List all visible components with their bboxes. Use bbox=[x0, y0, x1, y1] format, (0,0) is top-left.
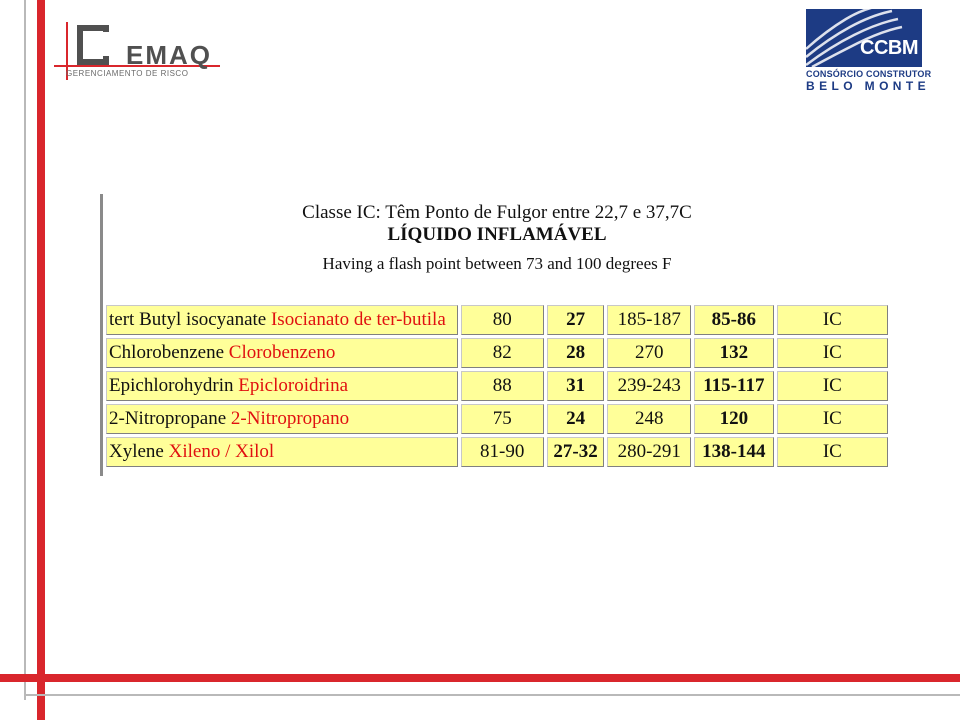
chemical-name-cell bbox=[106, 404, 458, 434]
chemical-name-cell bbox=[106, 437, 458, 467]
table-row bbox=[106, 404, 888, 434]
value-cell: 248 bbox=[607, 404, 691, 434]
class-cell: IC bbox=[777, 338, 888, 368]
flash-point-subtitle: Having a flash point between 73 and 100 degrees F bbox=[322, 254, 672, 273]
name-pt: Isocianato de ter-butila bbox=[270, 309, 446, 330]
class-cell: IC bbox=[777, 404, 888, 434]
name-pt: Epicloroidrina bbox=[238, 375, 349, 396]
table-row bbox=[106, 305, 888, 335]
name-en: 2-Nitropropane bbox=[109, 408, 227, 429]
cemaq-logo-tagline: GERENCIAMENTO DE RISCO bbox=[66, 69, 189, 78]
table-header bbox=[106, 194, 888, 298]
value-cell: 81-90 bbox=[461, 437, 544, 467]
value-cell: 31 bbox=[547, 371, 605, 401]
value-cell: 27 bbox=[547, 305, 605, 335]
cemaq-logo-word: EMAQ bbox=[126, 40, 212, 70]
table-row bbox=[106, 371, 888, 401]
value-cell: 82 bbox=[461, 338, 544, 368]
value-cell: 85-86 bbox=[694, 305, 774, 335]
value-cell: 80 bbox=[461, 305, 544, 335]
name-pt: Clorobenzeno bbox=[228, 342, 336, 363]
class-title: Classe IC: Têm Ponto de Fulgor entre 22,7 e 37,7C bbox=[302, 202, 692, 223]
name-pt: 2-Nitropropano bbox=[230, 408, 350, 429]
name-pt: Xileno / Xilol bbox=[168, 441, 275, 462]
value-cell: 280-291 bbox=[607, 437, 691, 467]
ccbm-logo-line2: BELO MONTE bbox=[806, 79, 930, 93]
name-en: tert Butyl isocyanate bbox=[109, 309, 267, 330]
red-vertical-rule bbox=[37, 0, 45, 720]
flammable-liquids-table-image bbox=[100, 194, 891, 476]
name-en: Chlorobenzene bbox=[109, 342, 225, 363]
category-title: LÍQUIDO INFLAMÁVEL bbox=[387, 224, 607, 245]
value-cell: 75 bbox=[461, 404, 544, 434]
value-cell: 138-144 bbox=[694, 437, 774, 467]
cemaq-c-letter-icon bbox=[66, 18, 116, 74]
value-cell: 115-117 bbox=[694, 371, 774, 401]
gray-horizontal-rule bbox=[24, 694, 960, 696]
name-en: Xylene bbox=[109, 441, 164, 462]
value-cell: 27-32 bbox=[547, 437, 605, 467]
chemicals-table bbox=[103, 302, 891, 470]
ccbm-logo-word: CCBM bbox=[860, 37, 918, 59]
cemaq-logo bbox=[54, 18, 224, 80]
table-row bbox=[106, 338, 888, 368]
chemical-name-cell bbox=[106, 371, 458, 401]
value-cell: 120 bbox=[694, 404, 774, 434]
ccbm-logo-block bbox=[806, 9, 922, 67]
class-cell: IC bbox=[777, 437, 888, 467]
name-en: Epichlorohydrin bbox=[109, 375, 234, 396]
value-cell: 270 bbox=[607, 338, 691, 368]
value-cell: 132 bbox=[694, 338, 774, 368]
value-cell: 24 bbox=[547, 404, 605, 434]
class-cell: IC bbox=[777, 305, 888, 335]
ccbm-logo-line1: CONSÓRCIO CONSTRUTOR bbox=[806, 69, 932, 79]
value-cell: 185-187 bbox=[607, 305, 691, 335]
chemical-name-cell bbox=[106, 338, 458, 368]
value-cell: 88 bbox=[461, 371, 544, 401]
chemical-name-cell bbox=[106, 305, 458, 335]
value-cell: 239-243 bbox=[607, 371, 691, 401]
table-row bbox=[106, 437, 888, 467]
ccbm-logo bbox=[806, 9, 932, 93]
gray-vertical-rule bbox=[24, 0, 26, 700]
red-horizontal-rule bbox=[0, 674, 960, 682]
value-cell: 28 bbox=[547, 338, 605, 368]
class-cell: IC bbox=[777, 371, 888, 401]
